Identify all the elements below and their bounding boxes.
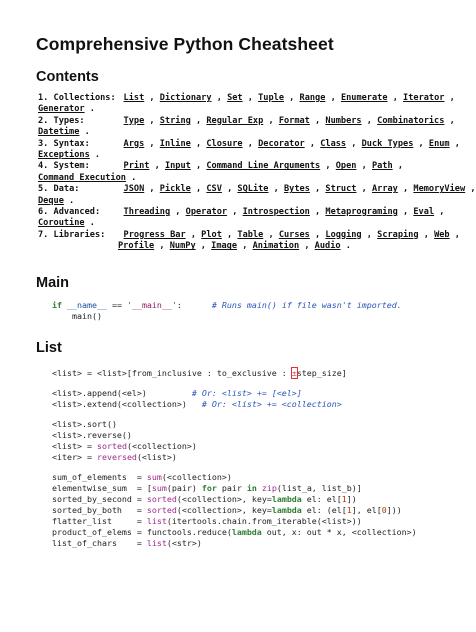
cheatsheet-page	[36, 34, 476, 549]
toc-link[interactable]: Input	[164, 161, 191, 172]
code-comment: # Or: <list> += [<el>]	[191, 387, 302, 398]
list-code-block	[52, 368, 446, 549]
toc-link[interactable]: Deque	[38, 195, 64, 206]
toc-line: Datetime .	[38, 127, 90, 138]
toc-link[interactable]: Web	[434, 229, 450, 240]
toc-link[interactable]: Scraping	[377, 229, 419, 240]
code-dunder: __name__	[67, 299, 107, 310]
toc-link[interactable]: Metaprograming	[325, 207, 398, 218]
code-builtin: reversed	[96, 451, 137, 462]
code-text: <list> =	[52, 440, 97, 451]
toc-row	[38, 115, 455, 139]
list-heading: List	[36, 339, 62, 356]
toc-line: 2. Types: Type , String , Regular_Exp , Format , Numbers , Combinatorics ,	[38, 115, 455, 126]
toc-link[interactable]: Generator	[38, 104, 85, 115]
code-text: ])	[346, 493, 357, 504]
toc-link[interactable]: Enum	[428, 138, 450, 149]
toc-link[interactable]: NumPy	[169, 241, 196, 252]
code-builtin: zip	[256, 482, 277, 493]
code-builtin: sorted	[96, 440, 127, 451]
toc-link[interactable]: Exceptions	[38, 150, 90, 161]
list-append-block	[52, 388, 446, 410]
toc-link[interactable]: JSON	[123, 184, 145, 195]
code-text: flatter_list =	[52, 515, 147, 526]
code-text: step_size]	[296, 367, 347, 378]
toc-link[interactable]: Type	[123, 115, 145, 126]
toc-line: Coroutine .	[38, 218, 95, 229]
toc-link[interactable]: Print	[123, 161, 150, 172]
toc-link[interactable]: SQLite	[237, 184, 269, 195]
code-text: el: el[	[301, 493, 342, 504]
code-builtin: sorted	[146, 493, 177, 504]
code-number: 1	[341, 493, 347, 504]
toc-line: 5. Data: JSON , Pickle , CSV , SQLite , Bytes , Struct , Array , MemoryView ,	[38, 184, 476, 195]
toc-link[interactable]: Path	[371, 161, 393, 172]
code-text: pair	[216, 482, 247, 493]
code-text: (list_a, list_b)]	[276, 482, 362, 493]
toc-number: 7.	[38, 229, 49, 240]
toc-link[interactable]: Open	[335, 161, 357, 172]
code-text: (<list>)	[136, 451, 177, 462]
toc-link[interactable]: Bytes	[284, 184, 310, 195]
code-text: (<collection>)	[126, 440, 197, 451]
toc-link[interactable]: Plot	[201, 229, 222, 240]
code-text: (itertools.chain.from_iterable(<list>))	[166, 515, 362, 526]
toc-link[interactable]: Range	[299, 93, 326, 103]
toc-number: 6.	[38, 207, 49, 218]
toc-link[interactable]: Profile	[118, 241, 155, 252]
toc-link[interactable]: Args	[123, 138, 145, 149]
toc-number: 2.	[38, 115, 49, 126]
code-comment: # Runs main() if file wasn't imported.	[211, 299, 402, 310]
toc-link[interactable]: Progress_Bar	[123, 229, 186, 240]
toc-row	[38, 161, 446, 184]
toc-section-label: Advanced:	[53, 207, 101, 218]
toc-link[interactable]: Format	[278, 115, 310, 126]
toc-row	[38, 207, 446, 230]
toc-link[interactable]: Inline	[159, 138, 191, 149]
code-text: (<collection>, key=	[176, 493, 272, 504]
code-keyword: lambda	[271, 504, 302, 515]
contents-heading: Contents	[36, 69, 99, 85]
toc-line: 1. Collections: List , Dictionary , Set , Tuple , Range , Enumerate , Iterator ,	[38, 93, 455, 103]
code-text: <list>.append(<el>)	[52, 387, 147, 398]
text-cursor: ±	[291, 367, 297, 378]
code-keyword: if	[52, 299, 62, 310]
list-idioms-block	[52, 472, 446, 549]
toc-row	[38, 93, 455, 116]
main-heading: Main	[36, 274, 70, 291]
toc-link[interactable]: Duck_Types	[361, 138, 414, 149]
code-builtin: sum	[146, 471, 162, 482]
toc-section-label: Syntax:	[53, 138, 90, 149]
toc-link[interactable]: Combinatorics	[377, 115, 445, 126]
toc-link[interactable]: String	[159, 115, 191, 126]
toc-link[interactable]: List	[123, 93, 145, 103]
list-sort-block	[52, 419, 446, 463]
code-text: <list>.sort()	[52, 418, 117, 429]
toc-line: Generator .	[38, 104, 95, 115]
main-code-block	[52, 300, 446, 322]
code-number: 1	[346, 504, 352, 515]
toc-link[interactable]: Set	[227, 93, 243, 103]
toc-link[interactable]: Decorator	[258, 138, 305, 149]
toc-link[interactable]: Regular_Exp	[206, 115, 264, 126]
code-text: <list>.extend(<collection>)	[52, 398, 187, 409]
code-text: sorted_by_second =	[52, 493, 147, 504]
toc-number: 4.	[38, 161, 49, 172]
toc-link[interactable]: Logging	[325, 229, 362, 240]
toc-row	[38, 184, 476, 207]
toc-section-label: Types:	[53, 115, 85, 126]
toc-link[interactable]: Threading	[123, 207, 171, 218]
toc-number: 1.	[38, 93, 49, 103]
code-text: <list> = <list>[from_inclusive : to_exclusive :	[52, 367, 292, 378]
code-number: 0	[381, 504, 387, 515]
toc-link[interactable]: Numbers	[325, 115, 362, 126]
code-builtin: sorted	[146, 504, 177, 515]
table-of-contents	[38, 93, 476, 253]
code-text: ], el[	[351, 504, 382, 515]
toc-line: Deque .	[38, 195, 75, 206]
code-text: sum_of_elements =	[52, 471, 147, 482]
toc-link[interactable]: Animation	[252, 241, 300, 252]
toc-link[interactable]: Image	[211, 241, 238, 252]
code-text: (<str>)	[166, 537, 202, 548]
code-text: ==	[106, 299, 127, 310]
toc-section-label: Data:	[53, 184, 80, 195]
toc-number: 3.	[38, 138, 49, 149]
toc-link[interactable]: Tuple	[258, 93, 284, 103]
toc-link[interactable]: Audio	[314, 241, 341, 252]
code-text: list_of_chars =	[52, 537, 147, 548]
code-comment: # Or: <list> += <collection>	[201, 398, 342, 409]
code-text: product_of_elems = functools.reduce(	[52, 526, 232, 537]
toc-link[interactable]: Class	[320, 138, 347, 149]
code-text: (pair)	[166, 482, 202, 493]
code-text: out, x: out * x, <collection>)	[261, 526, 417, 537]
toc-line: Profile , NumPy , Image , Animation , Audio .	[118, 241, 351, 252]
toc-link[interactable]: Eval	[413, 207, 435, 218]
toc-line: 6. Advanced: Threading , Operator , Introspection , Metaprograming , Eval ,	[38, 207, 445, 218]
code-text: ]))	[386, 504, 402, 515]
toc-line: 4. System: Print , Input , Command_Line_Arguments , Open , Path ,	[38, 161, 404, 172]
toc-line: Command_Execution .	[38, 172, 137, 183]
code-keyword: lambda	[231, 526, 262, 537]
toc-line: 7. Libraries: Progress_Bar , Plot , Table , Curses , Logging , Scraping , Web ,	[38, 229, 460, 240]
toc-link[interactable]: Table	[237, 229, 264, 240]
toc-link[interactable]: Coroutine	[38, 218, 85, 229]
code-text: <list>.reverse()	[52, 429, 132, 440]
code-keyword: for	[201, 482, 217, 493]
toc-link[interactable]: Array	[371, 184, 398, 195]
toc-link[interactable]: Enumerate	[340, 93, 388, 103]
toc-link[interactable]: Datetime	[38, 127, 80, 138]
code-text: (<collection>)	[161, 471, 232, 482]
toc-link[interactable]: Dictionary	[159, 93, 212, 103]
toc-link[interactable]: Struct	[325, 184, 357, 195]
toc-link[interactable]: Curses	[278, 229, 310, 240]
code-text: (<collection>, key=	[176, 504, 272, 515]
toc-row	[38, 138, 460, 162]
code-builtin: sum	[151, 482, 167, 493]
toc-link[interactable]: Iterator	[403, 93, 445, 103]
toc-link[interactable]: MemoryView	[413, 184, 466, 195]
list-slice-block	[52, 368, 446, 379]
code-builtin: list	[146, 515, 167, 526]
code-text: <iter> =	[52, 451, 97, 462]
toc-link[interactable]: Operator	[185, 207, 228, 218]
toc-section-label: System:	[53, 161, 90, 172]
code-text: main()	[71, 310, 102, 321]
code-keyword: in	[246, 482, 257, 493]
toc-section-label: Libraries:	[53, 229, 106, 240]
toc-link[interactable]: CSV	[206, 184, 222, 195]
toc-line: 3. Syntax: Args , Inline , Closure , Decorator , Class , Duck_Types , Enum ,	[38, 138, 460, 149]
code-string: '__main__'	[126, 299, 177, 310]
code-builtin: list	[146, 537, 167, 548]
toc-row	[38, 229, 460, 253]
toc-link[interactable]: Introspection	[242, 207, 310, 218]
toc-line: Exceptions .	[38, 150, 101, 161]
toc-link[interactable]: Pickle	[159, 184, 191, 195]
page-title: Comprehensive Python Cheatsheet	[36, 34, 334, 54]
code-keyword: lambda	[271, 493, 302, 504]
toc-link[interactable]: Command_Execution	[38, 172, 126, 183]
code-text: elementwise_sum = [	[52, 482, 152, 493]
code-text: :	[176, 299, 182, 310]
toc-section-label: Collections:	[53, 93, 116, 103]
toc-link[interactable]: Command_Line_Arguments	[206, 161, 321, 172]
toc-number: 5.	[38, 184, 49, 195]
code-text: sorted_by_both =	[52, 504, 147, 515]
toc-link[interactable]: Closure	[206, 138, 243, 149]
code-text: el: (el[	[301, 504, 347, 515]
